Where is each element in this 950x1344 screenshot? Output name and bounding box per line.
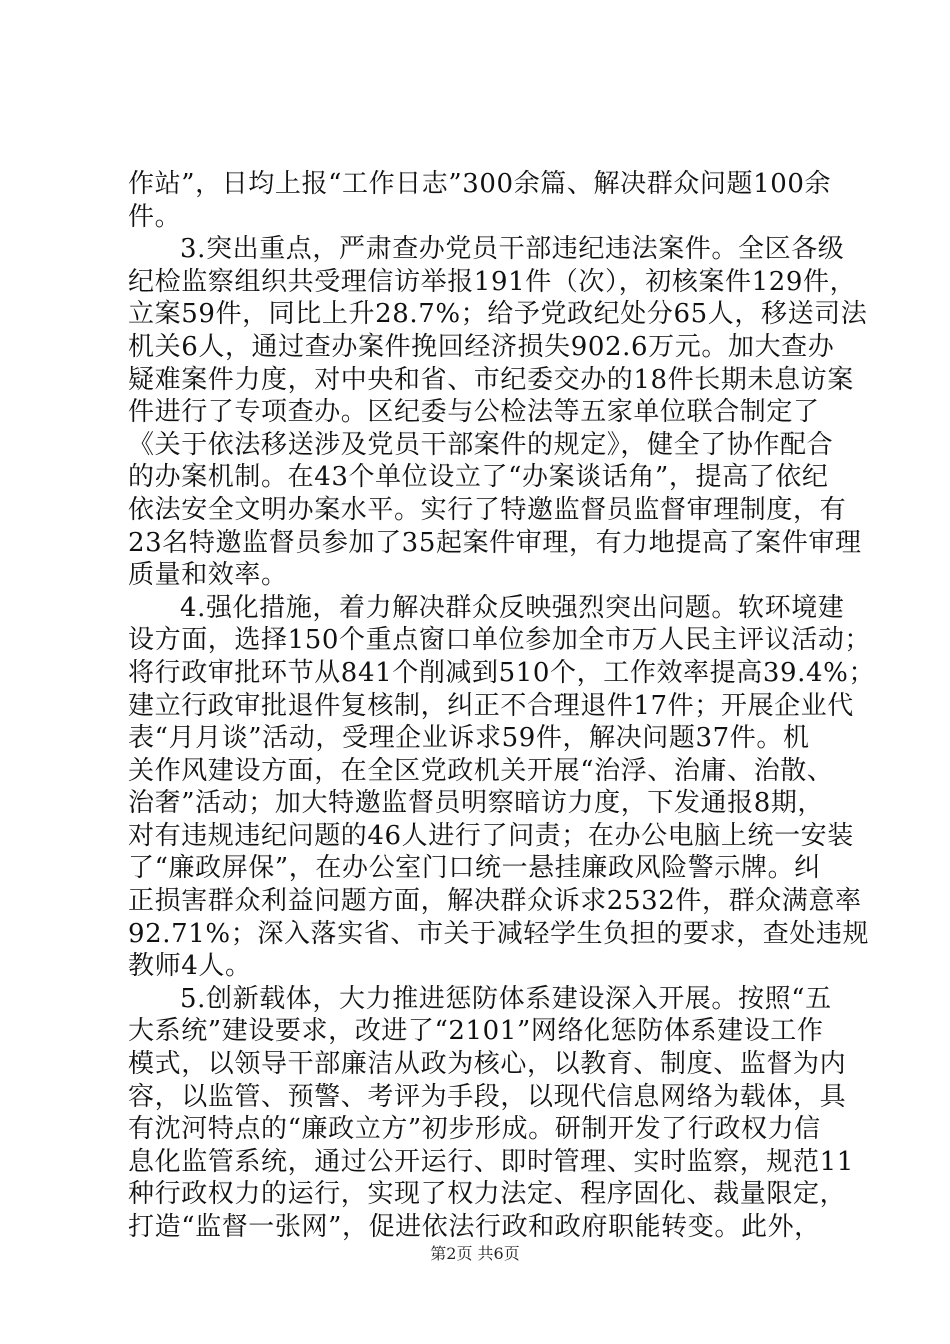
text-line: 纪检监察组织共受理信访举报191件（次），初核案件129件， [128, 266, 857, 297]
text-line: 件进行了专项查办。区纪委与公检法等五家单位联合制定了 [128, 397, 820, 428]
text-line: 建立行政审批退件复核制，纠正不合理退件17件；开展企业代 [128, 690, 854, 721]
text-line: 疑难案件力度，对中央和省、市纪委交办的18件长期未息访案 [128, 364, 854, 395]
text-line: 有沈河特点的“廉政立方”初步形成。研制开发了行政权力信 [128, 1114, 821, 1145]
text-line: 关作风建设方面，在全区党政机关开展“治浮、治庸、治散、 [128, 755, 834, 786]
paragraph-4-first-line: 4.强化措施，着力解决群众反映强烈突出问题。软环境建 [180, 592, 845, 623]
text-line: 23名特邀监督员参加了35起案件审理，有力地提高了案件审理 [128, 527, 862, 558]
text-line: 容，以监管、预警、考评为手段，以现代信息网络为载体，具 [128, 1081, 847, 1112]
text-line: 教师4人。 [128, 951, 252, 982]
paragraph-5-first-line: 5.创新载体，大力推进惩防体系建设深入开展。按照“五 [180, 983, 832, 1014]
text-line: 种行政权力的运行，实现了权力法定、程序固化、裁量限定， [128, 1179, 847, 1210]
text-line: 表“月月谈”活动，受理企业诉求59件，解决问题37件。机 [128, 723, 810, 754]
paragraph-3-first-line: 3.突出重点，严肃查办党员干部违纪违法案件。全区各级 [180, 234, 845, 265]
text-line: 模式，以领导干部廉洁从政为核心，以教育、制度、监督为内 [128, 1049, 847, 1080]
text-line: 依法安全文明办案水平。实行了特邀监督员监督审理制度，有 [128, 494, 847, 525]
text-line: 作站”，日均上报“工作日志”300余篇、解决群众问题100余 [128, 169, 832, 199]
text-line: 将行政审批环节从841个削减到510个，工作效率提高39.4%； [128, 657, 876, 688]
text-line: 正损害群众利益问题方面，解决群众诉求2532件，群众满意率 [128, 886, 862, 917]
text-line: 立案59件，同比上升28.7%；给予党政纪处分65人，移送司法 [128, 299, 868, 330]
text-line: 设方面，选择150个重点窗口单位参加全市万人民主评议活动； [128, 625, 872, 656]
text-line: 对有违规违纪问题的46人进行了问责；在办公电脑上统一安装 [128, 820, 854, 851]
text-line: 的办案机制。在43个单位设立了“办案谈话角”，提高了依纪 [128, 462, 829, 493]
text-line: 《关于依法移送涉及党员干部案件的规定》，健全了协作配合 [128, 429, 834, 460]
text-line: 大系统”建设要求，改进了“2101”网络化惩防体系建设工作 [128, 1016, 824, 1047]
text-line: 件。 [128, 201, 182, 232]
text-line: 92.71%；深入落实省、市关于减轻学生负担的要求，查处违规 [128, 918, 870, 949]
text-line: 了“廉政屏保”，在办公室门口统一悬挂廉政风险警示牌。纠 [128, 853, 821, 884]
text-line: 打造“监督一张网”，促进依法行政和政府职能转变。此外， [128, 1212, 821, 1242]
text-line: 质量和效率。 [128, 560, 288, 591]
text-line: 治奢”活动；加大特邀监督员明察暗访力度，下发通报8期， [128, 788, 825, 819]
text-line: 息化监管系统，通过公开运行、即时管理、实时监察，规范11 [128, 1146, 854, 1177]
page-footer: 第2页 共6页 [430, 1244, 520, 1263]
document-body [128, 168, 876, 1244]
text-line: 机关6人，通过查办案件挽回经济损失902.6万元。加大查办 [128, 331, 835, 362]
